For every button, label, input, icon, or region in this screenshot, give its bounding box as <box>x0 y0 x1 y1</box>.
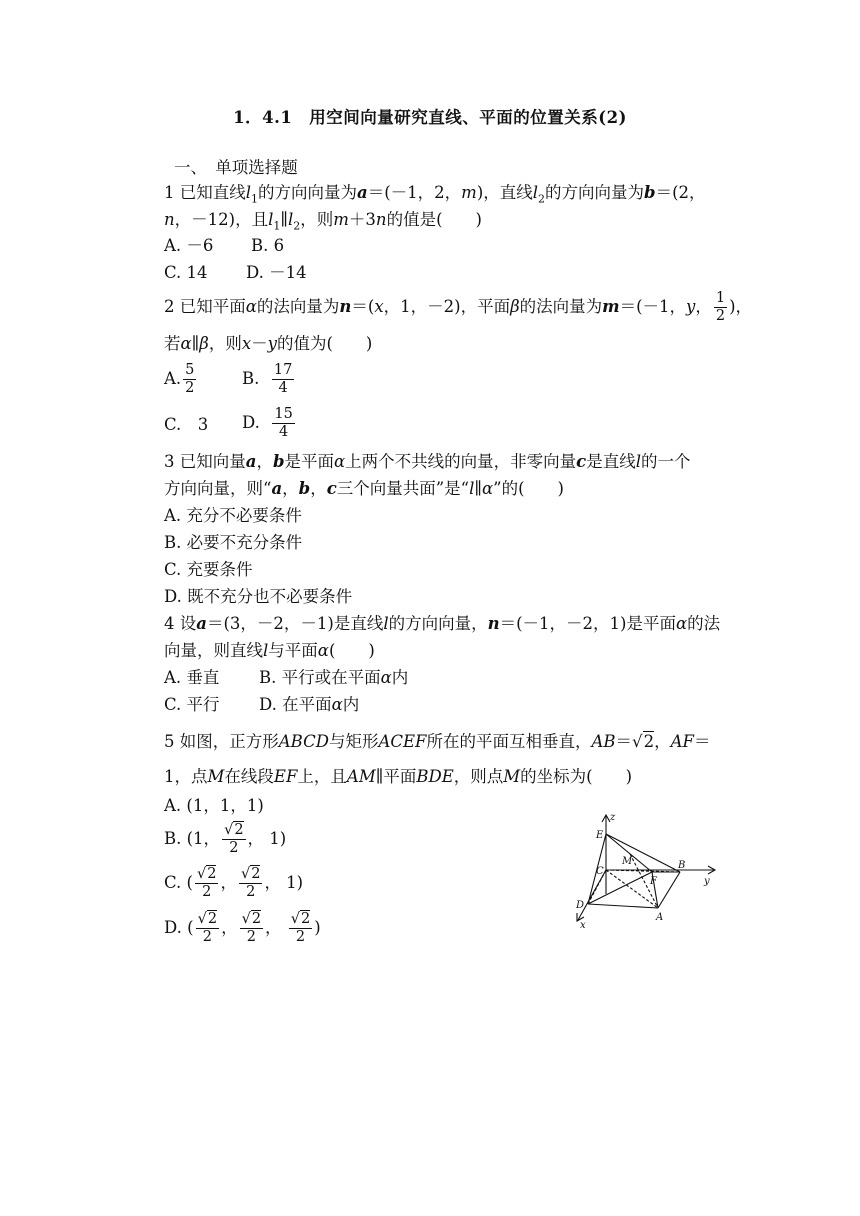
question-5-option-a: A. (1，1，1) <box>164 796 264 815</box>
question-2-option-d: D. $\frac{15}{4}$ <box>242 406 293 440</box>
edge-da <box>588 904 658 908</box>
question-5-line-1: 5 如图，正方形ABCD与矩形ACEF所在的平面互相垂直，AB＝√2，AF＝ <box>164 732 711 751</box>
question-1-line-2: n，－12)，且$l_1\parallel l_2$，则m＋3n的值是( ) <box>164 210 482 233</box>
label-z: z <box>610 812 616 823</box>
sqrt-two: √2 <box>632 732 655 751</box>
label-b: B <box>678 860 686 871</box>
label-x: x <box>580 920 586 931</box>
label-m: M <box>622 856 633 867</box>
question-5-line-2: 1，点M在线段EF上，且AM∥平面BDE，则点M的坐标为( ) <box>164 767 633 786</box>
question-3-line-1: 3 已知向量a，b是平面α上两个不共线的向量，非零向量c是直线l的一个 <box>164 452 691 471</box>
question-3-option-b: B. 必要不充分条件 <box>164 533 303 552</box>
question-3-line-2: 方向向量，则“a，b，c三个向量共面”是“l∥α”的( ) <box>164 479 564 498</box>
edge-ab <box>658 872 680 908</box>
label-f: F <box>650 876 657 887</box>
question-4-option-c: C. 平行 <box>164 695 220 714</box>
question-2-line-1: 2 已知平面α的法向量为n＝(x，1，－2)，平面β的法向量为m＝(－1，y， $\frac{1}{2}$ )， <box>164 290 753 324</box>
question-1-option-d: D. －14 <box>246 263 307 282</box>
question-1-option-c: C. 14 <box>164 263 208 282</box>
question-4-option-d: D. 在平面α内 <box>259 695 360 714</box>
label-a: A <box>656 912 664 923</box>
question-5-option-d: D. ( $\frac{√2}{2}$ ， $\frac{√2}{2}$ ， $\frac{√2}{2}$ ) <box>164 911 321 945</box>
edge-eb <box>606 834 680 872</box>
question-2-option-a: A. $\frac{5}{2}$ <box>164 362 195 396</box>
label-e: E <box>596 830 604 841</box>
question-5-option-c: C. ( $\frac{√2}{2}$ ， $\frac{√2}{2}$ ， 1) <box>164 866 304 900</box>
question-5-option-b: B. (1， $\frac{√2}{2}$ ， 1) <box>164 822 287 856</box>
x-axis <box>578 870 606 920</box>
question-3-option-a: A. 充分不必要条件 <box>164 506 302 525</box>
question-4-option-b: B. 平行或在平面α内 <box>259 668 409 687</box>
question-3-option-c: C. 充要条件 <box>164 560 253 579</box>
question-4-option-a: A. 垂直 <box>164 668 220 687</box>
question-1-option-a: A. －6 <box>164 236 214 255</box>
question-4-line-1: 4 设a＝(3，－2，－1)是直线l的方向向量，n＝(－1，－2，1)是平面α的法 <box>164 614 721 633</box>
fraction-one-half: $\frac{1}{2}$ <box>715 290 726 324</box>
page-title: 1．4.1 用空间向量研究直线、平面的位置关系(2) <box>233 108 627 127</box>
question-4-line-2: 向量，则直线l与平面α( ) <box>164 641 375 660</box>
question-3-option-d: D. 既不充分也不必要条件 <box>164 587 353 606</box>
label-y: y <box>704 876 710 887</box>
question-2-option-c: C. 3 <box>164 415 209 434</box>
question-2-option-b: B. $\frac{17}{4}$ <box>242 362 293 396</box>
question-1-line-1: 1 已知直线$l_1$的方向向量为a＝(－1，2，m)，直线$l_2$的方向向量为b＝(2， <box>164 183 706 206</box>
question-2-line-2: 若α∥β，则x－y的值为( ) <box>164 334 373 353</box>
geometry-figure <box>566 812 726 932</box>
section-heading: 一、 单项选择题 <box>174 158 298 177</box>
question-1-option-b: B. 6 <box>251 236 285 255</box>
label-c: C <box>596 866 604 877</box>
label-d: D <box>576 900 585 911</box>
